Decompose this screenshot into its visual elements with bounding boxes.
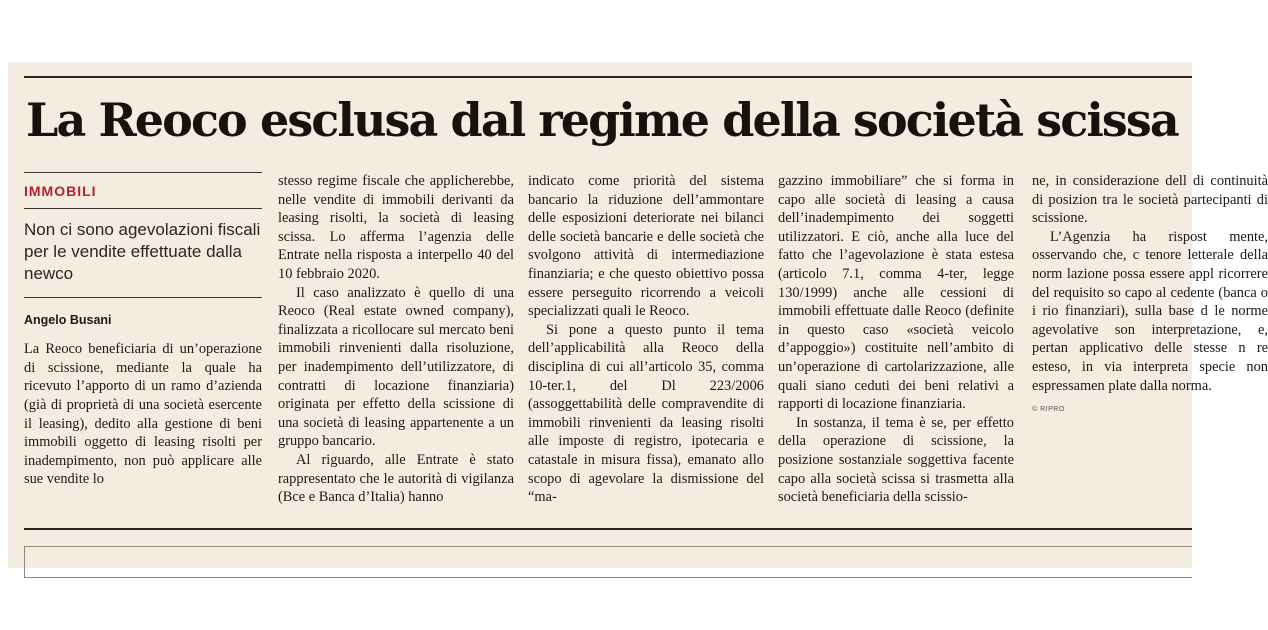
paragraph: stesso regime fiscale che applicherebbe, nelle vendite di immobili derivanti da leasing risolti, la società di leasing scissa. Lo afferma l’agenzia delle Entrate nella risposta a interpello 40 del 10 febbraio 2020.: [278, 173, 514, 282]
column-3: [528, 172, 764, 507]
paragraph: ne, in considerazione dell di continuità di posizion tra le società partecipanti di scissione.: [1032, 173, 1268, 227]
column-5: [1032, 172, 1268, 420]
paragraph: gazzino immobiliare” che si forma in capo alle società di leasing a causa dell’inadempimento dei soggetti utilizzatori. E ciò, anche alla luce del fatto che l’agevolazione è stata estesa (articolo 7.1, comma 4-ter, legge 130/1999) anche alle cessioni di immobili effettuate dalle Reoco (definite in questo caso «società veicolo d’appoggio») costituite nell’ambito di un’operazione di cartolarizzazione, alle quali siano ceduti dei beni relativi a rapporti di locazione finanziaria.: [778, 173, 1014, 413]
paragraph: Il caso analizzato è quello di una Reoco (Real estate owned company), finalizzata a ricollocare sul mercato beni immobili rinvenienti dalla risoluzione, per inadempimento dell’utilizzatore, di contratti di locazione finanziaria) originata per effetto della scissione di una società di leasing appartenente a un gruppo bancario.: [278, 284, 514, 450]
headline: La Reoco esclusa dal regime della società scissa: [26, 93, 1178, 147]
summary: Non ci sono agevolazioni fiscali per le vendite effettuate dalla newco: [24, 219, 261, 283]
paragraph: In sostanza, il tema è se, per effetto della operazione di scissione, la posizione sostanziale soggettiva facente capo alla società scissa si trasmetta alla società beneficiaria della scissio-: [778, 414, 1014, 506]
author-byline: Angelo Busani: [24, 312, 112, 327]
column-2: [278, 172, 514, 507]
paragraph: Si pone a questo punto il tema dell’applicabilità alla Reoco della disciplina di cui all’articolo 35, comma 10-ter.1, del Dl 223/2006 (assoggettabilità delle compravendite di immobili rinvenienti da leasing risolti alle imposte di registro, ipotecaria e catastale in misura fissa), emanato allo scopo di agevolare la dismissione del “ma-: [528, 321, 764, 506]
copyright-notice: © RIPRO: [1032, 406, 1065, 414]
paragraph: La Reoco beneficiaria di un’operazione di scissione, mediante la quale ha ricevuto l’apporto di un ramo d’azienda (già di proprietà di una società esercente il leasing), dedito alla gestione di beni immobili oggetto di leasing risolti per inadempimento, non può applicare alle sue vendite lo: [24, 341, 262, 488]
bottom-rule: [24, 528, 1192, 530]
section-label: IMMOBILI: [24, 183, 97, 199]
bottom-frame: [24, 546, 1192, 578]
column-1: [24, 172, 262, 489]
newspaper-clipping: [8, 62, 1268, 568]
top-rule: [24, 76, 1192, 78]
paragraph: indicato come priorità del sistema bancario la riduzione dell’ammontare delle esposizioni deteriorate nei bilanci delle società bancarie e delle società che svolgono attività di intermediazione finanziaria; e che questo obiettivo possa essere perseguito ricorrendo a veicoli specializzati quali le Reoco.: [528, 173, 764, 320]
column-4: [778, 172, 1014, 507]
paragraph: L’Agenzia ha rispost mente, osservando che, c tenore letterale della norm lazione possa essere appl ricorrere del requisito so capo al cedente (banca o i rio finanziari), sulla base d le norme agevolative son interpretazione, e, pertan applicativo delle stesse n re esteso, in via interpreta specie non espressamen plate dalla norma.: [1032, 228, 1268, 394]
paragraph: Al riguardo, alle Entrate è stato rappresentato che le autorità di vigilanza (Bce e Banca d’Italia) hanno: [278, 451, 514, 506]
